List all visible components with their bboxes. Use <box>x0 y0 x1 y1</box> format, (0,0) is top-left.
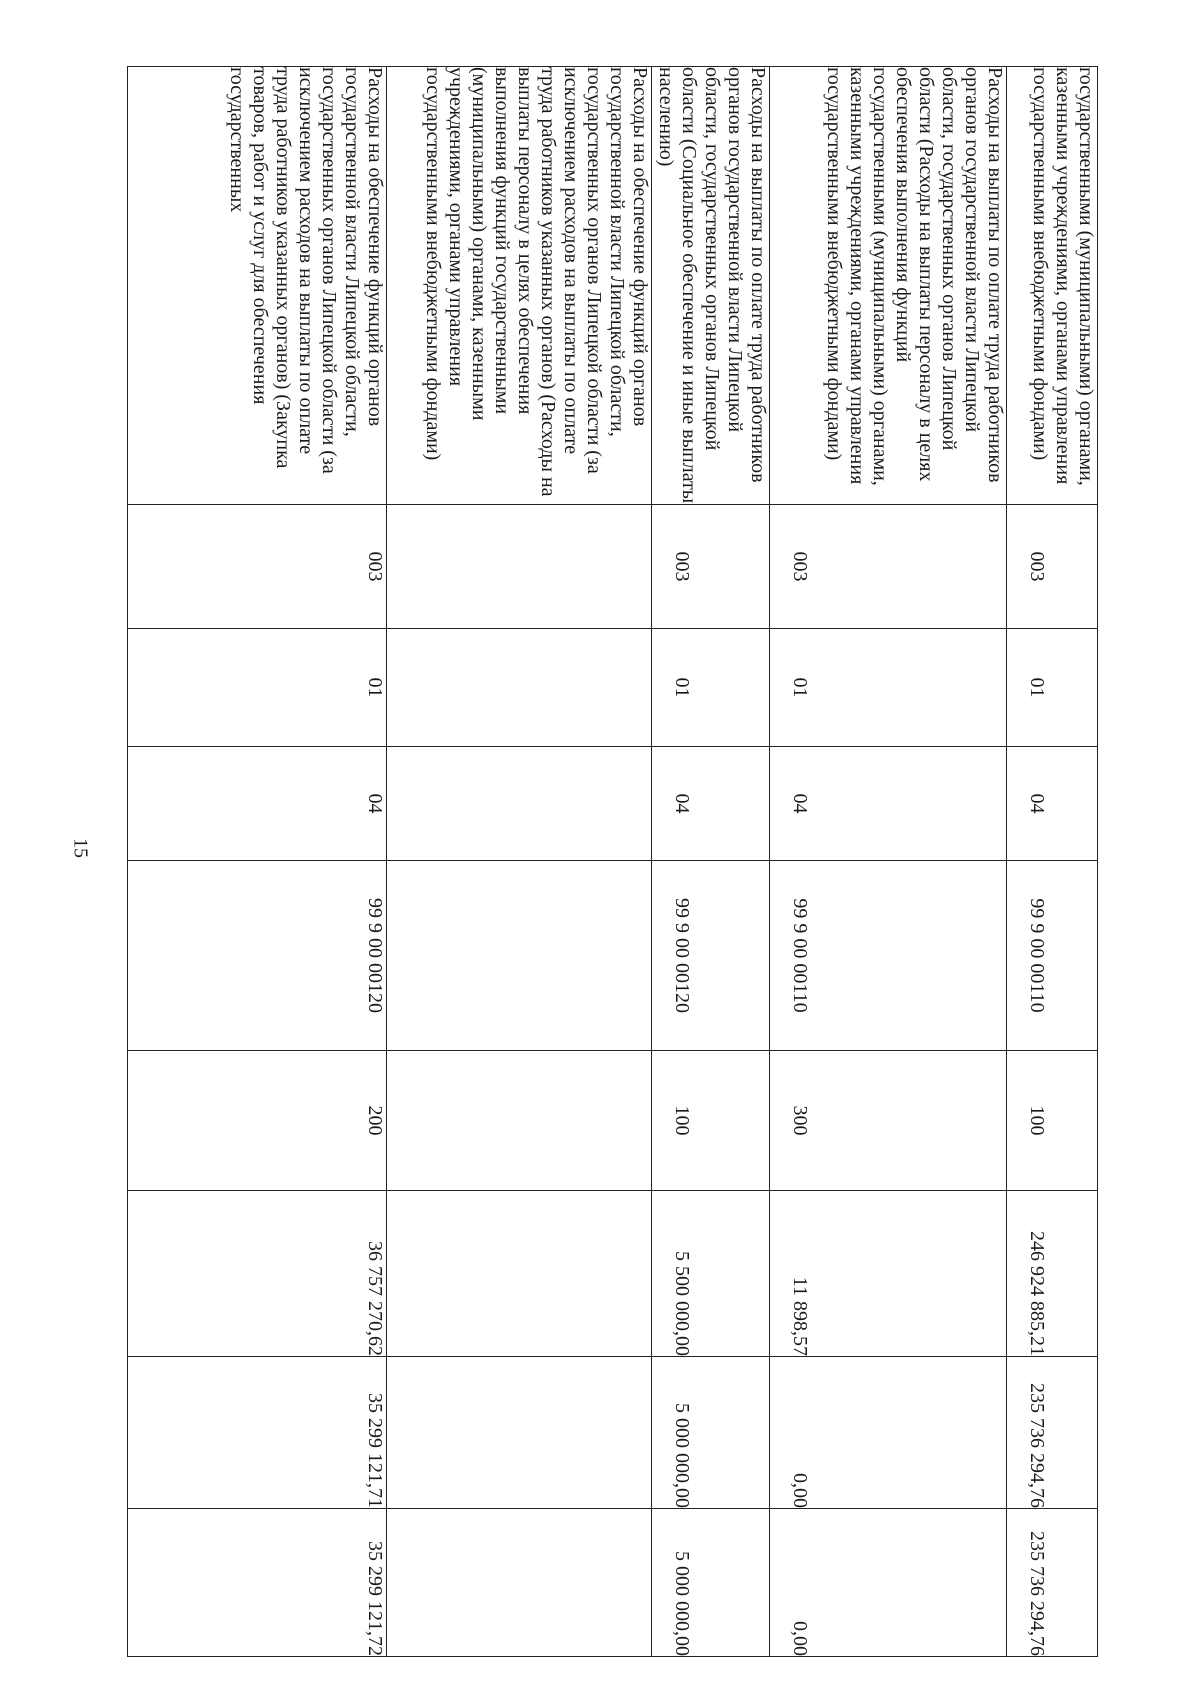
target-article-cell: 99 9 00 00120 <box>387 861 652 1051</box>
table-row <box>387 67 652 1657</box>
amount-year3-cell: 35 299 121,72 <box>128 1509 387 1657</box>
rotated-table-container <box>128 66 1098 1656</box>
amount-year3-cell: 235 736 294,76 <box>770 1509 1007 1657</box>
subsection-cell: 04 <box>770 747 1007 861</box>
section-cell: 01 <box>652 629 770 747</box>
expense-type-cell: 200 <box>128 1051 387 1191</box>
budget-table <box>127 66 1098 1657</box>
row-description: Расходы на обеспечение функций органов государственной власти Липецкой области, государственных органов Липецкой области (за исключением расходов на выплаты по оплате труда работников указанных органов) (Закупка товаров, работ и услуг для обеспечения государственных <box>128 67 387 505</box>
amount-year1-cell: 246 924 885,21 <box>770 1191 1007 1357</box>
row-description: Расходы на обеспечение функций органов государственной власти Липецкой области, государственных органов Липецкой области (за исключением расходов на выплаты по оплате труда работников указанных органов) (Расходы на выплаты персоналу в целях обеспечения выполнения функций государственными (муниципальными) органами, казенными учреждениями, органами управления государственными внебюджетными фондами) <box>387 67 652 505</box>
admin-code-cell: 003 <box>770 505 1007 629</box>
amount-year1-cell: 36 757 270,62 <box>128 1191 387 1357</box>
page-number: 15 <box>69 838 92 858</box>
expense-type-cell: 300 <box>652 1051 770 1191</box>
row-description: государственными (муниципальными) органами, казенными учреждениями, органами управления государственными внебюджетными фондами) <box>1007 67 1098 505</box>
target-article-cell: 99 9 00 00110 <box>770 861 1007 1051</box>
admin-code-cell: 003 <box>387 505 652 629</box>
table-row <box>770 67 1007 1657</box>
row-description: Расходы на выплаты по оплате труда работников органов государственной власти Липецкой области, государственных органов Липецкой области (Социальное обеспечение и иные выплаты населению) <box>652 67 770 505</box>
target-article-cell: 99 9 00 00120 <box>128 861 387 1051</box>
amount-year2-cell: 0,00 <box>652 1357 770 1509</box>
section-cell: 01 <box>128 629 387 747</box>
expense-type-cell: 100 <box>770 1051 1007 1191</box>
amount-year3-cell: 0,00 <box>652 1509 770 1657</box>
table-row <box>1007 67 1098 1657</box>
amount-year2-cell: 5 000 000,00 <box>387 1357 652 1509</box>
amount-year1-cell: 11 898,57 <box>652 1191 770 1357</box>
admin-code-cell: 003 <box>128 505 387 629</box>
subsection-cell: 04 <box>387 747 652 861</box>
section-cell <box>1007 629 1098 747</box>
subsection-cell: 04 <box>128 747 387 861</box>
amount-year3-cell: 5 000 000,00 <box>387 1509 652 1657</box>
admin-code-cell: 003 <box>652 505 770 629</box>
expense-type-cell: 100 <box>387 1051 652 1191</box>
section-cell: 01 <box>387 629 652 747</box>
amount-year2-cell: 35 299 121,71 <box>128 1357 387 1509</box>
target-article-cell: 99 9 00 00110 <box>652 861 770 1051</box>
table-row <box>128 67 387 1657</box>
row-description: Расходы на выплаты по оплате труда работников органов государственной власти Липецкой области, государственных органов Липецкой области (Расходы на выплаты персоналу в целях обеспечения выполнения функций государственными (муниципальными) органами, казенными учреждениями, органами управления государственными внебюджетными фондами) <box>770 67 1007 505</box>
subsection-cell <box>1007 747 1098 861</box>
expense-type-cell <box>1007 1051 1098 1191</box>
amount-year3-cell <box>1007 1509 1098 1657</box>
admin-code-cell <box>1007 505 1098 629</box>
target-article-cell <box>1007 861 1098 1051</box>
amount-year2-cell <box>1007 1357 1098 1509</box>
amount-year2-cell: 235 736 294,76 <box>770 1357 1007 1509</box>
subsection-cell: 04 <box>652 747 770 861</box>
table-row <box>652 67 770 1657</box>
amount-year1-cell <box>1007 1191 1098 1357</box>
amount-year1-cell: 5 500 000,00 <box>387 1191 652 1357</box>
section-cell: 01 <box>770 629 1007 747</box>
